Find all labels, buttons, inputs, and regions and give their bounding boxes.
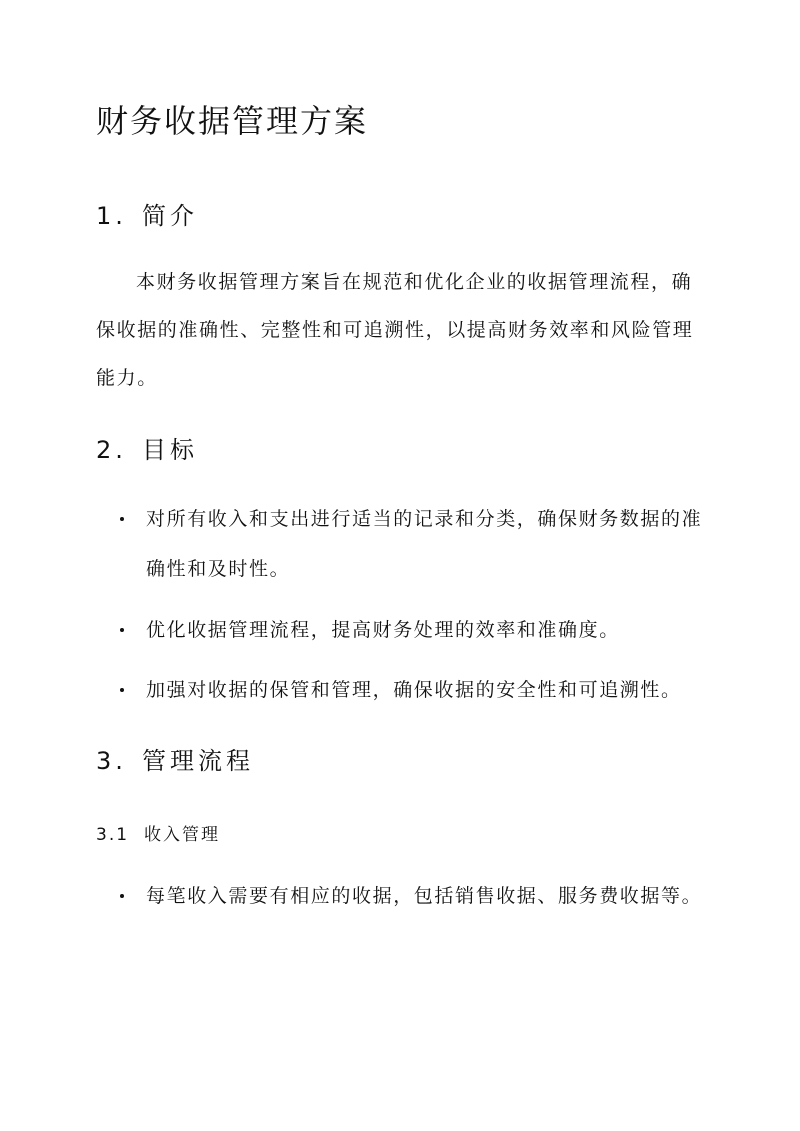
- section-2-title: 目标: [142, 436, 198, 464]
- subsection-3-1-number: 3.1: [96, 825, 130, 845]
- goal-list-item: [120, 665, 716, 715]
- income-list-item-text: 每笔收入需要有相应的收据，包括销售收据、服务费收据等。: [146, 885, 703, 907]
- income-list-item: [120, 871, 716, 921]
- bullet-dot-icon: [120, 894, 124, 898]
- section-1-title: 简介: [142, 202, 198, 230]
- section-3-title: 管理流程: [142, 747, 254, 775]
- goal-list-item: [120, 494, 716, 594]
- section-1-paragraph: 本财务收据管理方案旨在规范和优化企业的收据管理流程，确保收据的准确性、完整性和可追溯性，以提高财务效率和风险管理能力。: [96, 271, 694, 389]
- goal-list-item: [120, 605, 716, 655]
- subsection-3-1-heading: [96, 820, 220, 845]
- section-1-heading: [96, 196, 198, 231]
- section-3-number: 3.: [96, 747, 127, 775]
- bullet-dot-icon: [120, 628, 124, 632]
- document-title: 财务收据管理方案: [96, 102, 369, 140]
- section-2-heading: [96, 430, 198, 465]
- subsection-3-1-title: 收入管理: [144, 825, 220, 845]
- goal-list-item-text: 优化收据管理流程，提高财务处理的效率和准确度。: [146, 619, 620, 641]
- section-1-number: 1.: [96, 202, 127, 230]
- section-3-heading: [96, 741, 254, 776]
- goal-list-item-text: 加强对收据的保管和管理，确保收据的安全性和可追溯性。: [146, 679, 682, 701]
- section-2-number: 2.: [96, 436, 127, 464]
- bullet-dot-icon: [120, 688, 124, 692]
- bullet-dot-icon: [120, 517, 124, 521]
- goal-list-item-text: 对所有收入和支出进行适当的记录和分类，确保财务数据的准确性和及时性。: [146, 508, 703, 580]
